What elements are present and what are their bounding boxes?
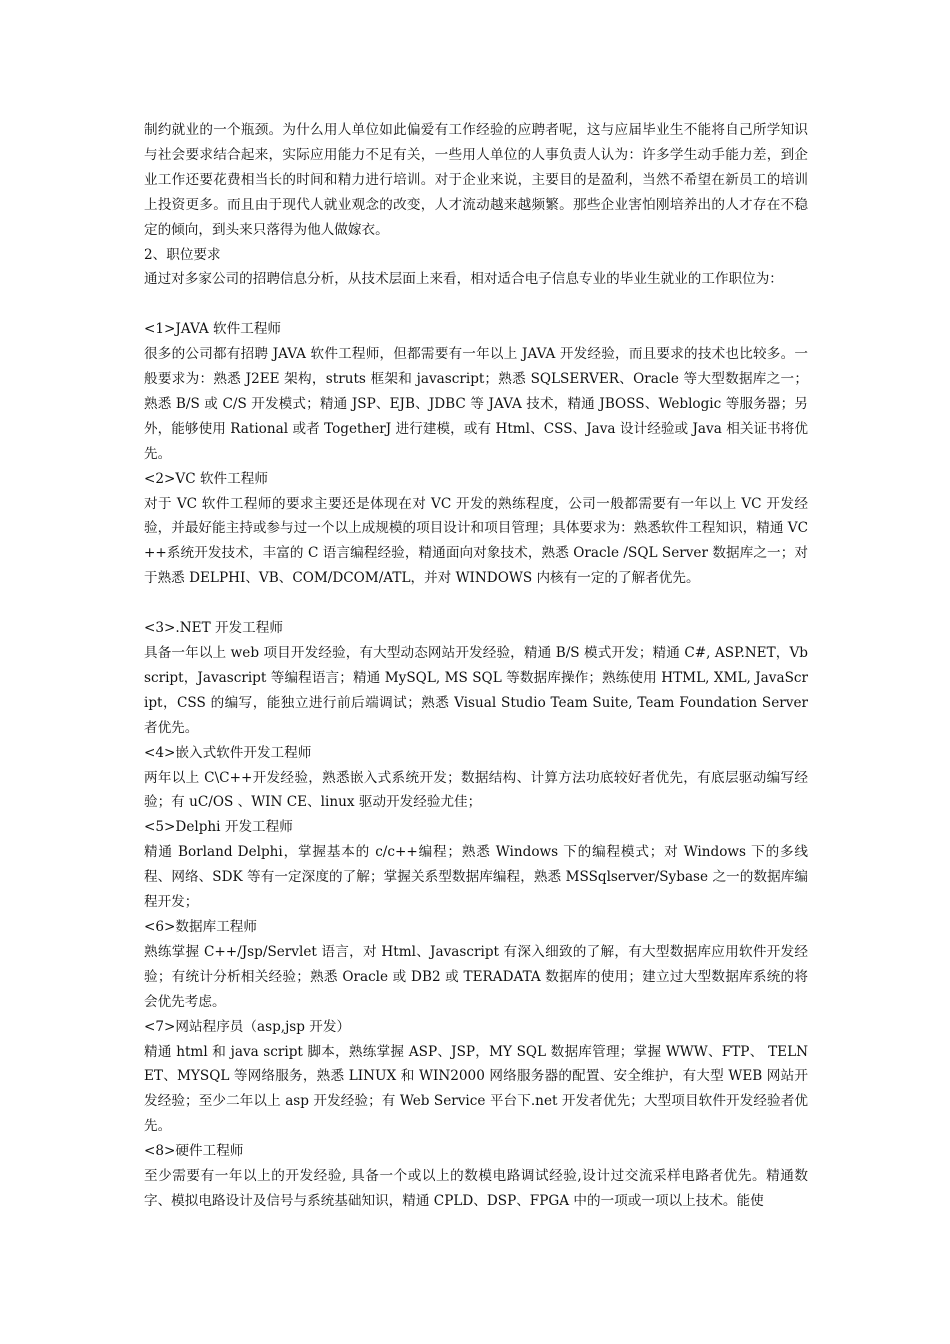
- section-title: 2、职位要求: [144, 246, 221, 263]
- job-title-web: <7>网站程序员（asp,jsp 开发）: [144, 1018, 351, 1035]
- job-title-dotnet: <3>.NET 开发工程师: [144, 620, 283, 637]
- job-desc-java: 很多的公司都有招聘 JAVA 软件工程师，但都需要有一年以上 JAVA 开发经验，而且要求的技术也比较多。一般要求为：熟悉 J2EE 架构，struts 框架和 javascript；熟悉 SQLSERVER、Oracle 等大型数据库之一；熟悉 B/S 或 C/S 开发模式；精通 JSP、EJB、JDBC 等 JAVA 技术，精通 JBOSS、Weblogic 等服务器；另外，能够使用 Rational 或者 TogetherJ 进行建模，或有 Html、CSS、Java 设计经验或 Java 相关证书将优先。: [144, 346, 808, 462]
- job-desc-delphi: 精通 Borland Delphi，掌握基本的 c/c++编程；熟悉 Windows 下的编程模式；对 Windows 下的多线程、网络、SDK 等有一定深度的了解；掌握关系型数据库编程，熟悉 MSSqlserver/Sybase 之一的数据库编程开发；: [144, 844, 808, 911]
- job-title-hardware: <8>硬件工程师: [144, 1143, 244, 1160]
- section-intro: 通过对多家公司的招聘信息分析，从技术层面上来看，相对适合电子信息专业的毕业生就业的工作职位为：: [144, 271, 783, 288]
- blank-line: [144, 591, 808, 616]
- blank-line: [144, 292, 808, 317]
- job-desc-vc: 对于 VC 软件工程师的要求主要还是体现在对 VC 开发的熟练程度，公司一般都需要有一年以上 VC 开发经验，并最好能主持或参与过一个以上成规模的项目设计和项目管理；具体要求为：熟悉软件工程知识，精通 VC++系统开发技术，丰富的 C 语言编程经验，精通面向对象技术，熟悉 Oracle /SQL Server 数据库之一；对于熟悉 DELPHI、VB、COM/DCOM/ATL，并对 WINDOWS 内核有一定的了解者优先。: [144, 495, 808, 587]
- document-page: [144, 118, 808, 1214]
- job-desc-dotnet: 具备一年以上 web 项目开发经验，有大型动态网站开发经验，精通 B/S 模式开发；精通 C#, ASP.NET，Vbscript，Javascript 等编程语言；精通 MySQL, MS SQL 等数据库操作；熟练使用 HTML, XML, JavaScript，CSS 的编写，能独立进行前后端调试；熟悉 Visual Studio Team Suite, Team Foundation Server 者优先。: [144, 645, 808, 736]
- intro-paragraph: 制约就业的一个瓶颈。为什么用人单位如此偏爱有工作经验的应聘者呢，这与应届毕业生不能将自己所学知识与社会要求结合起来，实际应用能力不足有关，一些用人单位的人事负责人认为：许多学生动手能力差，到企业工作还要花费相当长的时间和精力进行培训。对于企业来说，主要目的是盈利，当然不希望在新员工的培训上投资更多。而且由于现代人就业观念的改变，人才流动越来越频繁。那些企业害怕刚培养出的人才存在不稳定的倾向，到头来只落得为他人做嫁衣。: [144, 122, 808, 238]
- job-title-java: <1>JAVA 软件工程师: [144, 321, 282, 338]
- job-title-database: <6>数据库工程师: [144, 918, 257, 935]
- job-desc-database: 熟练掌握 C++/Jsp/Servlet 语言，对 Html、Javascript 有深入细致的了解，有大型数据库应用软件开发经验；有统计分析相关经验；熟悉 Oracle 或 DB2 或 TERADATA 数据库的使用；建立过大型数据库系统的将会优先考虑。: [144, 943, 808, 1010]
- job-title-embedded: <4>嵌入式软件开发工程师: [144, 744, 312, 761]
- job-title-delphi: <5>Delphi 开发工程师: [144, 819, 293, 836]
- job-desc-web: 精通 html 和 java script 脚本，熟练掌握 ASP、JSP，MY SQL 数据库管理；掌握 WWW、FTP、 TELNET、MYSQL 等网络服务，熟悉 LINUX 和 WIN2000 网络服务器的配置、安全维护，有大型 WEB 网站开发经验；至少二年以上 asp 开发经验；有 Web Service 平台下.net 开发者优先；大型项目软件开发经验者优先。: [144, 1043, 808, 1135]
- job-desc-hardware: 至少需要有一年以上的开发经验, 具备一个或以上的数模电路调试经验,设计过交流采样电路者优先。精通数字、模拟电路设计及信号与系统基础知识，精通 CPLD、DSP、FPGA 中的一项或一项以上技术。能使: [144, 1168, 808, 1209]
- job-title-vc: <2>VC 软件工程师: [144, 470, 268, 487]
- job-desc-embedded: 两年以上 C\C++开发经验，熟悉嵌入式系统开发；数据结构、计算方法功底较好者优先，有底层驱动编写经验；有 uC/OS 、WIN CE、linux 驱动开发经验尤佳；: [144, 769, 808, 811]
